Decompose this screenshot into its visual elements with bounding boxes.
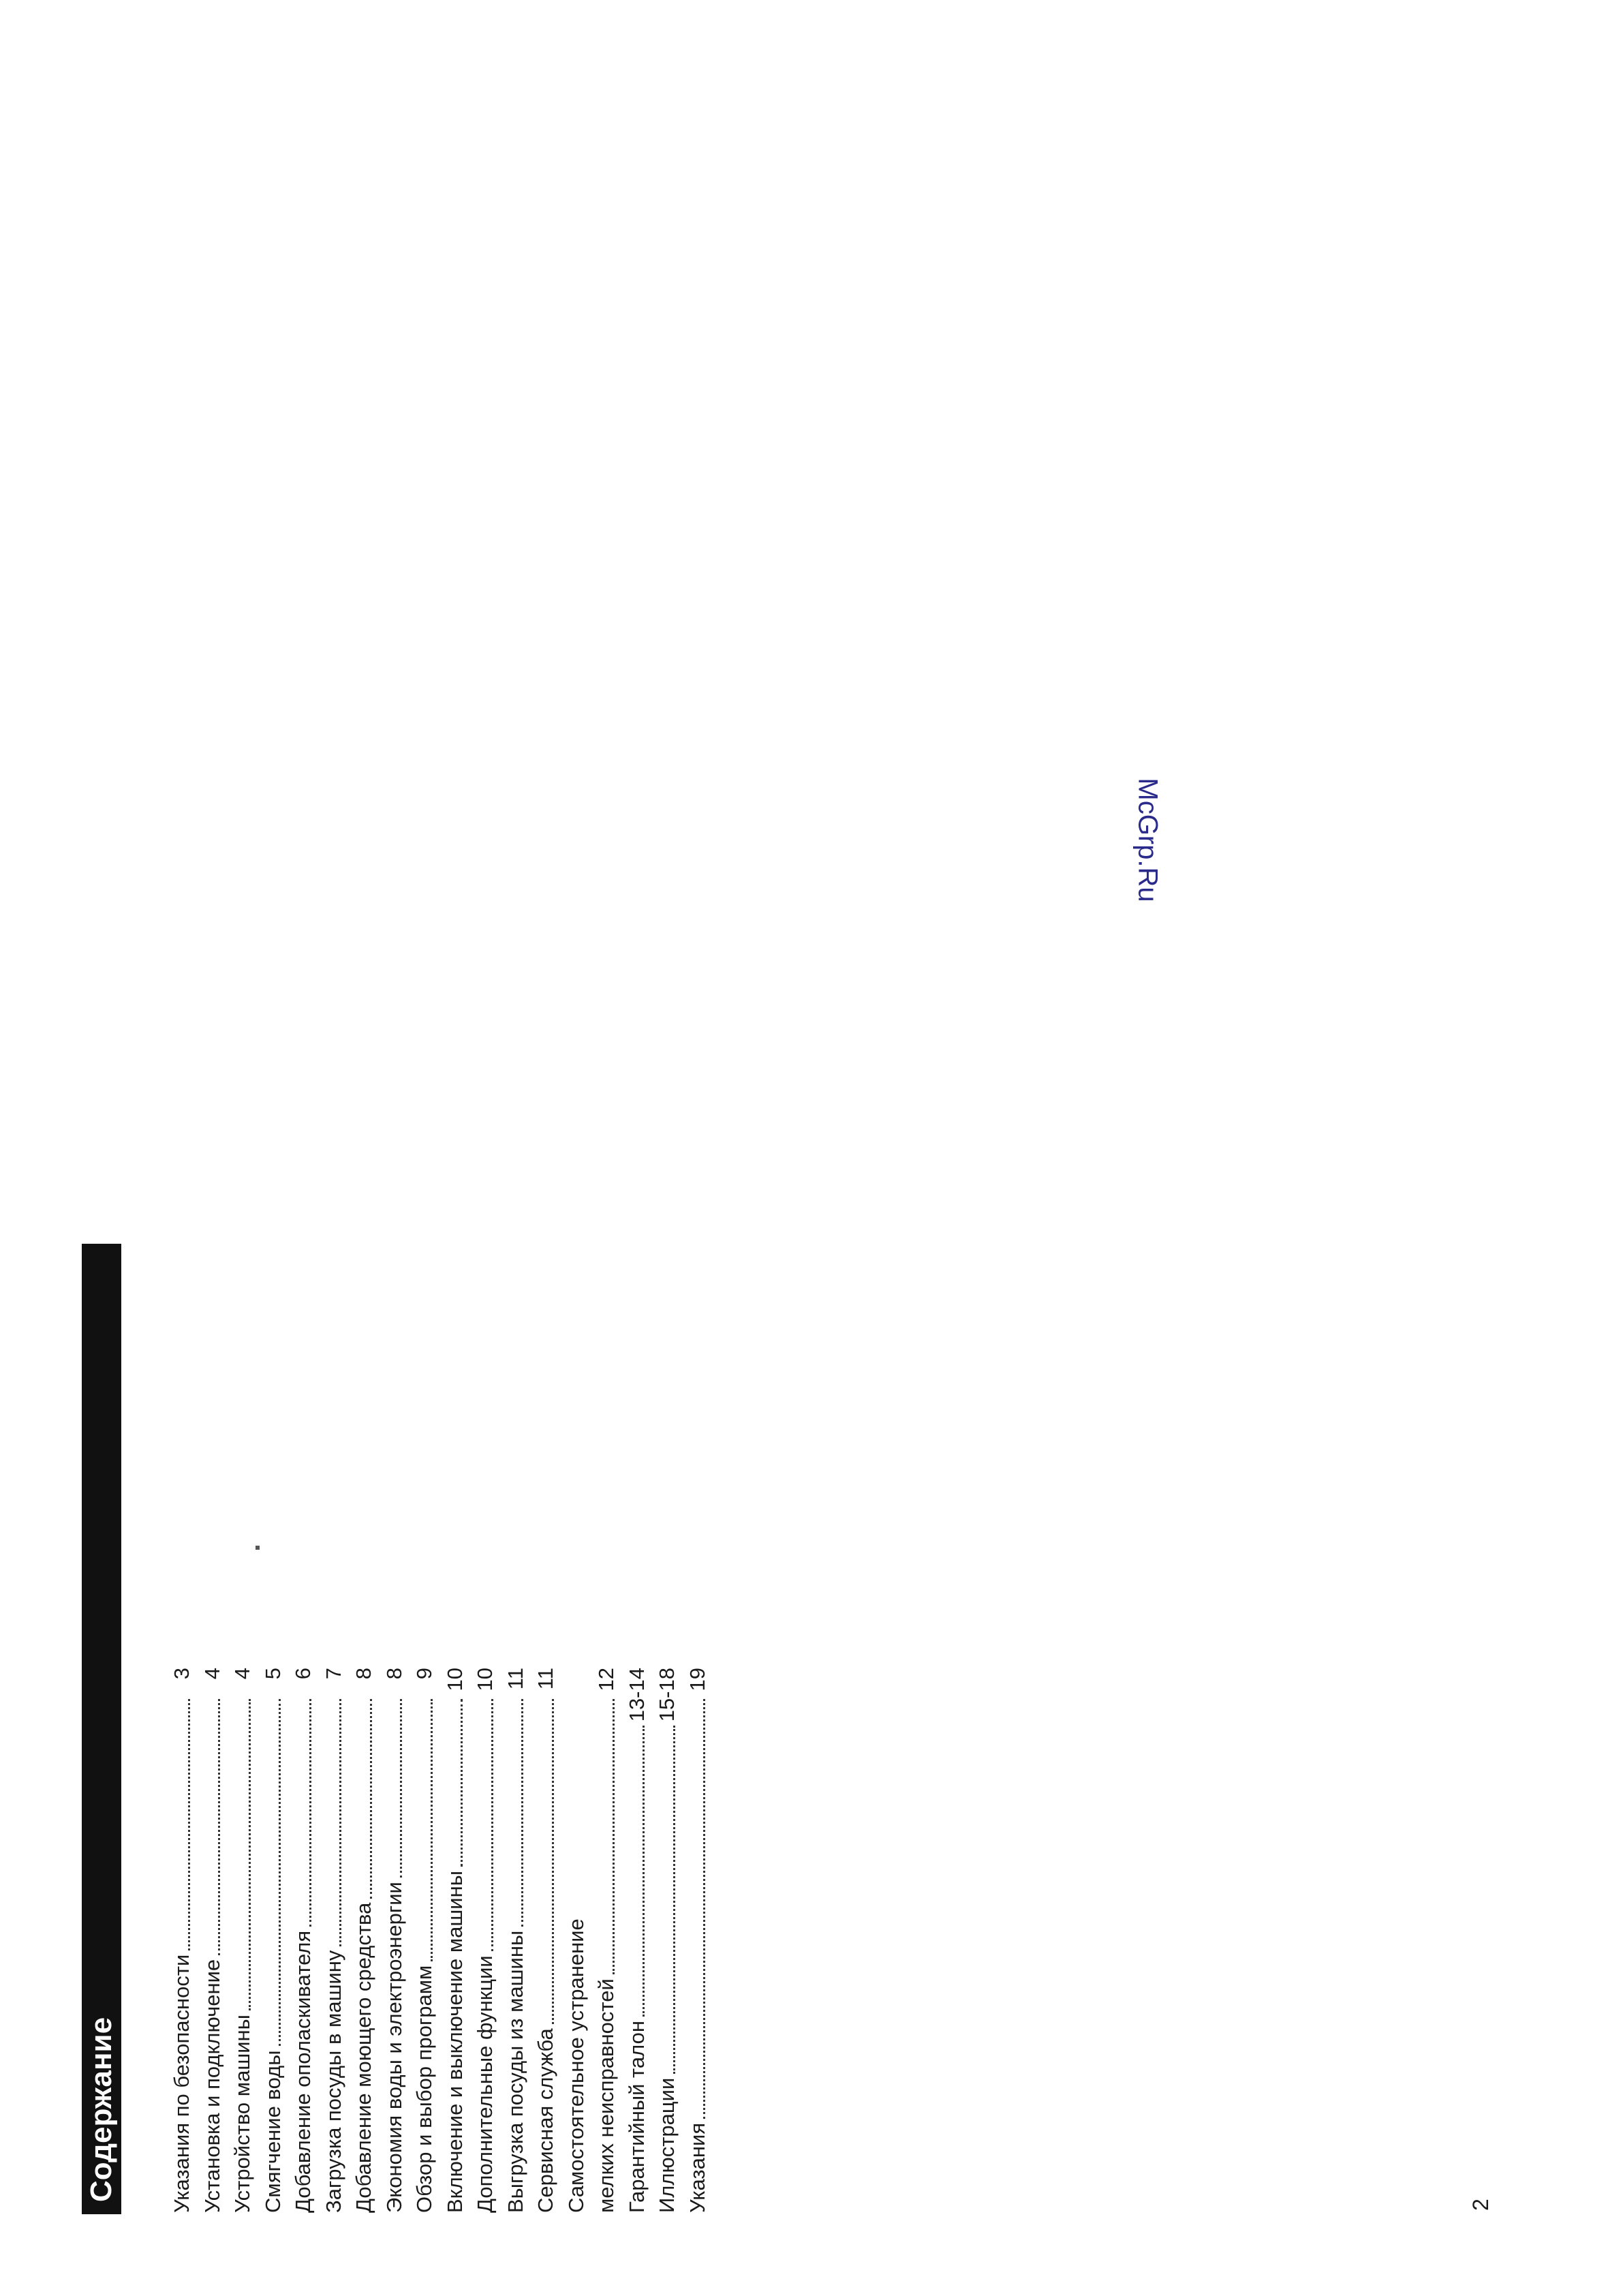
toc-entry <box>652 1668 683 2213</box>
toc-entry-label: Указания по безопасности <box>170 1954 194 2213</box>
toc-entry-page: 8 <box>382 1668 406 1680</box>
toc-leader-dots <box>552 1699 554 2024</box>
toc-leader-dots <box>521 1699 523 1927</box>
toc-leader-dots <box>613 1699 615 1974</box>
toc-leader-dots <box>491 1699 493 1951</box>
toc-entry-page: 4 <box>200 1668 224 1680</box>
toc-entry <box>622 1668 653 2213</box>
toc-entry-page: 3 <box>170 1668 194 1680</box>
toc-entry-label: Указания <box>685 2122 709 2213</box>
toc-entry-label: Экономия воды и электроэнергии <box>382 1882 406 2213</box>
contents-title-bar <box>82 1244 121 2214</box>
toc-entry-page: 6 <box>291 1668 315 1680</box>
toc-entry <box>470 1668 501 2213</box>
toc-entry-page: 13-14 <box>624 1668 649 1722</box>
toc-entry-page: 10 <box>473 1668 497 1692</box>
toc-entry <box>349 1668 380 2213</box>
table-of-contents <box>167 1668 713 2213</box>
watermark-text: McGrp.Ru <box>1132 778 1163 902</box>
toc-entry <box>380 1668 410 2213</box>
toc-entry-label: Иллюстрации <box>655 2077 679 2213</box>
toc-leader-dots <box>400 1699 402 1878</box>
toc-entry-label: Выгрузка посуды из машины <box>503 1930 527 2213</box>
toc-entry-page: 4 <box>230 1668 254 1680</box>
toc-entry-label: Устройство машины <box>230 2015 254 2213</box>
toc-entry <box>228 1668 258 2213</box>
toc-entry-label: Сервисная служба <box>534 2028 557 2213</box>
toc-entry-label: мелких неисправностей <box>594 1978 618 2213</box>
toc-entry-page: 15-18 <box>655 1668 679 1722</box>
toc-entry <box>288 1668 319 2213</box>
toc-entry <box>409 1668 440 2213</box>
toc-entry-label: Установка и подключение <box>200 1959 224 2213</box>
toc-leader-dots <box>643 1726 645 2017</box>
toc-leader-dots <box>461 1699 463 1867</box>
toc-entry-label: Загрузка посуды в машину <box>321 1950 345 2213</box>
scan-speck <box>256 1546 260 1550</box>
toc-entry <box>258 1668 289 2213</box>
toc-leader-dots <box>703 1699 705 2119</box>
toc-entry <box>591 1668 622 2213</box>
toc-entry <box>531 1668 561 2213</box>
toc-entry-label: Добавление ополаскивателя <box>291 1930 315 2213</box>
toc-entry-page: 8 <box>352 1668 375 1680</box>
toc-entry <box>501 1668 531 2213</box>
toc-entry <box>440 1668 471 2213</box>
toc-leader-dots <box>673 1726 675 2073</box>
toc-entry-label: Смягчение воды <box>260 2050 285 2213</box>
toc-entry-page: 12 <box>594 1668 618 1692</box>
toc-entry-label: Гарантийный талон <box>624 2021 649 2213</box>
toc-entry-page: 9 <box>412 1668 436 1680</box>
toc-entry-label: Включение и выключение машины <box>442 1871 467 2213</box>
toc-entry <box>683 1668 713 2213</box>
toc-leader-dots <box>188 1699 190 1950</box>
toc-entry-page: 7 <box>321 1668 345 1680</box>
toc-leader-dots <box>431 1699 433 1961</box>
toc-entry <box>167 1668 198 2213</box>
contents-title: Содержание <box>84 2017 118 2202</box>
toc-entry-label: Обзор и выбор программ <box>412 1965 436 2213</box>
toc-entry-page: 11 <box>503 1668 527 1690</box>
toc-entry-page: 5 <box>260 1668 285 1680</box>
toc-entry-label: Добавление моющего средства <box>352 1902 375 2213</box>
toc-leader-dots <box>279 1699 281 2046</box>
toc-entry-page: 11 <box>534 1668 557 1690</box>
toc-entry <box>319 1668 350 2213</box>
toc-entry <box>198 1668 228 2213</box>
contents-page <box>0 1148 1623 2296</box>
toc-leader-dots <box>218 1699 220 1955</box>
toc-entry-page: 19 <box>685 1668 709 1692</box>
page-number-left: 2 <box>1468 2199 1493 2211</box>
toc-entry-label: Самостоятельное устранение <box>563 1918 588 2213</box>
toc-leader-dots <box>370 1699 372 1899</box>
toc-leader-dots <box>339 1699 341 1946</box>
toc-entry-page: 10 <box>442 1668 467 1692</box>
toc-entry-label: Дополнительные функции <box>473 1955 497 2213</box>
toc-leader-dots <box>309 1699 311 1927</box>
toc-leader-dots <box>249 1699 251 2010</box>
